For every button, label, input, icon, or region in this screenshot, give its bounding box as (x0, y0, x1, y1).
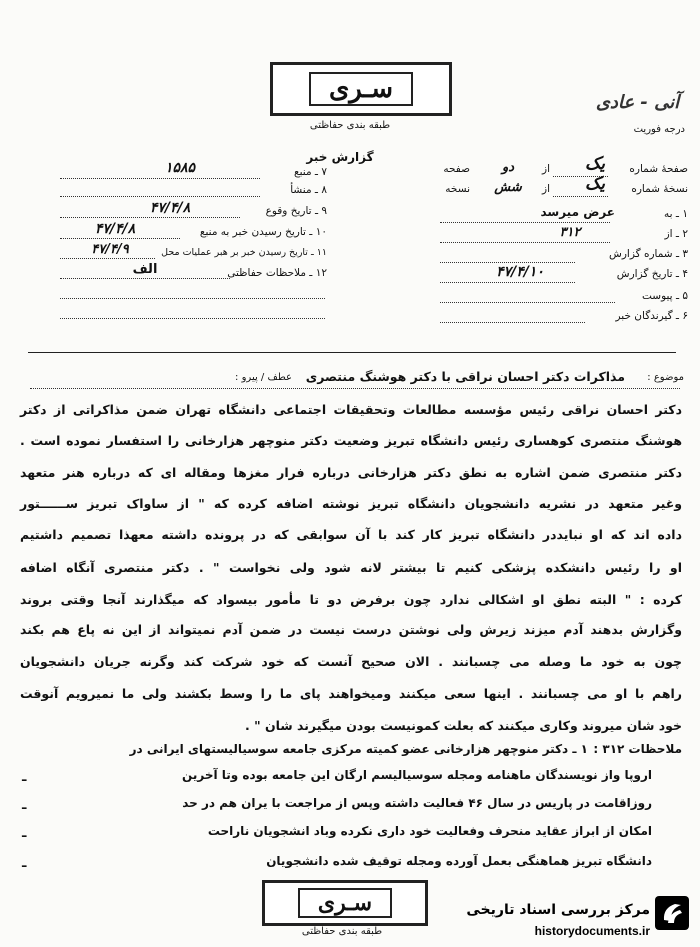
top-stamp-caption: طبقه بندی حفاظتی (309, 120, 391, 131)
body-line-6: او را رئیس دانشکده پزشکی کنیم تا بیشتر لانه شود ولی نخواست " . دکتر منتصری آنگاه اضافه (20, 560, 682, 575)
report-date-dots (440, 282, 575, 283)
report-no-label: ۳ ـ شماره گزارش (609, 248, 688, 260)
reference-label: عطف / پیرو : (235, 372, 292, 383)
attachment-label: ۵ ـ پیوست (641, 290, 688, 302)
top-stamp-text: سـری (309, 72, 413, 106)
body-line-9: چون به خود ما وصله می چسبانند . الان صحیح آنست که خود شرکت کند وگرنه جریان دانشجویان (20, 654, 682, 669)
recipients-label: ۶ ـ گیرندگان خبر (615, 310, 688, 322)
note-dash-2: ـ (22, 770, 27, 785)
to-value: عرض میرسد (540, 205, 615, 219)
subject-dots (30, 388, 680, 389)
received-ops-value: ۴۷/۴/۹ (91, 242, 129, 257)
note-dash-3: ـ (22, 798, 27, 813)
bottom-stamp-caption: طبقه بندی حفاظتی (301, 926, 383, 937)
bottom-classification-stamp (262, 880, 428, 926)
body-line-3: دکتر منتصری ضمن اشاره به نطق دکتر هزارخانی درباره فرار مغزها ومقاله ای که درباره هنر متعهد (20, 465, 682, 480)
notes-label: ملاحظات ۳۱۲ : (593, 742, 682, 756)
copy-number-value: یک (585, 174, 605, 194)
security-notes-value: الف (132, 262, 158, 277)
copy-number-dots (553, 196, 608, 197)
report-title: گزارش خبر (306, 150, 374, 164)
received-source-dots (60, 238, 180, 239)
attachment-dots (440, 302, 615, 303)
security-notes-label: ۱۲ ـ ملاحظات حفاظتی (227, 267, 327, 279)
page-number-value: یک (585, 154, 605, 174)
copy-suffix: نسخه (445, 183, 470, 195)
note-line-2: اروپا واز نویسندگان ماهنامه ومجله سوسیالیسم ارگان این جامعه بوده وتا آخرین (182, 768, 652, 782)
from-dots (440, 242, 610, 243)
received-ops-label: ۱۱ ـ تاریخ رسیدن خبر بر هبر عملیات محل (161, 247, 327, 258)
note-dash-4: ـ (22, 826, 27, 841)
origin-label: ۸ ـ منشأ (290, 184, 327, 196)
bottom-stamp-text: سـری (298, 888, 392, 918)
copy-total-value: شش (494, 180, 522, 195)
top-classification-stamp (270, 62, 452, 116)
urgency-stamp: آنی - عادی (595, 92, 680, 113)
body-line-7: کرده : " البته نطق او اشکالی ندارد چون برفرض دو تا مأمور بیسواد که میگذارند آنجا وقتی بروند (20, 592, 682, 607)
security-notes-dots (60, 278, 230, 279)
copy-of-label: از (542, 183, 550, 195)
body-line-1: دکتر احسان نراقی رئیس مؤسسه مطالعات وتحقیقات اجتماعی دانشگاه تهران ضمن مذاکراتی از دکتر (20, 402, 682, 417)
note-line-5: دانشگاه تبریز هماهنگی بعمل آورده ومجله توقیف شده دانشجویان (266, 854, 652, 868)
to-label: ۱ ـ به (664, 208, 688, 220)
report-date-value: ۴۷/۴/۱۰ (496, 264, 544, 280)
subject-text: مذاکرات دکتر احسان نراقی با دکتر هوشنگ منتصری (305, 369, 625, 384)
subject-label: موضوع : (647, 372, 684, 383)
source-label: ۷ ـ منبع (294, 166, 327, 178)
body-line-4: وغیر متعهد در نشریه دانشجویان دانشگاه تبریز نوشته اضافه کرده که " از ساواک تبریز ســــــتور (20, 496, 682, 511)
body-line-5: داده اند که او نبایددر دانشگاه تبریز کار کند با آن سوابقی که در پرونده داشته معهذا تصمیم داشتیم (20, 527, 682, 542)
urgency-label: درجه فوریت (633, 124, 685, 135)
to-dots (440, 222, 610, 223)
body-line-11: خود شان میروند وکاری میکنند که بعلت کمونیست بودن میگیرند شان " . (245, 718, 682, 733)
body-line-8: وگزارش بدهند آدم میزند زیرش ولی نوشتن درست نیست در ضمن آدم نمیتواند از این نه پاع هم بکند (20, 622, 682, 637)
received-ops-dots (60, 258, 155, 259)
note-line-4: امکان از ابراز عقاید منحرف وفعالیت خود داری نکرده وباد انشجویان ناراحت (207, 824, 652, 838)
event-date-label: ۹ ـ تاریخ وقوع (265, 205, 327, 217)
page-suffix: صفحه (443, 163, 470, 175)
page-total-value: دو (501, 160, 515, 175)
received-source-label: ۱۰ ـ تاریخ رسیدن خبر به منبع (199, 226, 327, 238)
archive-logo-icon (655, 896, 689, 930)
origin-dots (60, 196, 260, 197)
event-date-dots (60, 217, 240, 218)
body-line-10: راهم با او می چسبانند . اینها سعی میکنند ومیخواهند پای ما را وسط بکشند ولی ما نمیرویم آنوقت (20, 686, 682, 701)
blank-dots-1 (60, 298, 325, 299)
received-source-value: ۴۷/۴/۸ (94, 221, 136, 237)
recipients-dots (440, 322, 585, 323)
footer-org-name: مرکز بررسی اسناد تاریخی (466, 902, 650, 918)
report-no-dots (440, 262, 575, 263)
note-line-3: روزاقامت در پاریس در سال ۴۶ فعالیت داشته وپس از مراجعت با یران هم در حد (182, 796, 652, 810)
header-divider (28, 352, 676, 353)
source-dots (60, 178, 260, 179)
from-value: ۳۱۲ (559, 225, 581, 240)
report-date-label: ۴ ـ تاریخ گزارش (616, 268, 688, 280)
page-number-label: صفحهٔ شماره (629, 163, 688, 175)
blank-dots-2 (60, 318, 325, 319)
event-date-value: ۴۷/۴/۸ (149, 200, 191, 216)
source-value: ۱۵۸۵ (164, 160, 196, 176)
note-line-1: ۱ ـ دکتر منوچهر هزارخانی عضو کمیته مرکزی جامعه سوسیالیستهای ایرانی در (129, 742, 588, 756)
from-label: ۲ ـ از (664, 228, 688, 240)
note-dash-5: ـ (22, 856, 27, 871)
body-line-2: هوشنگ منتصری کوهساری رئیس دانشگاه تبریز وضعیت دکتر منوچهر هزارخانی را استفسار نموده است . (20, 433, 682, 448)
copy-number-label: نسخهٔ شماره (631, 183, 688, 195)
footer-website: historydocuments.ir (534, 924, 650, 938)
page-of-label: از (542, 163, 550, 175)
